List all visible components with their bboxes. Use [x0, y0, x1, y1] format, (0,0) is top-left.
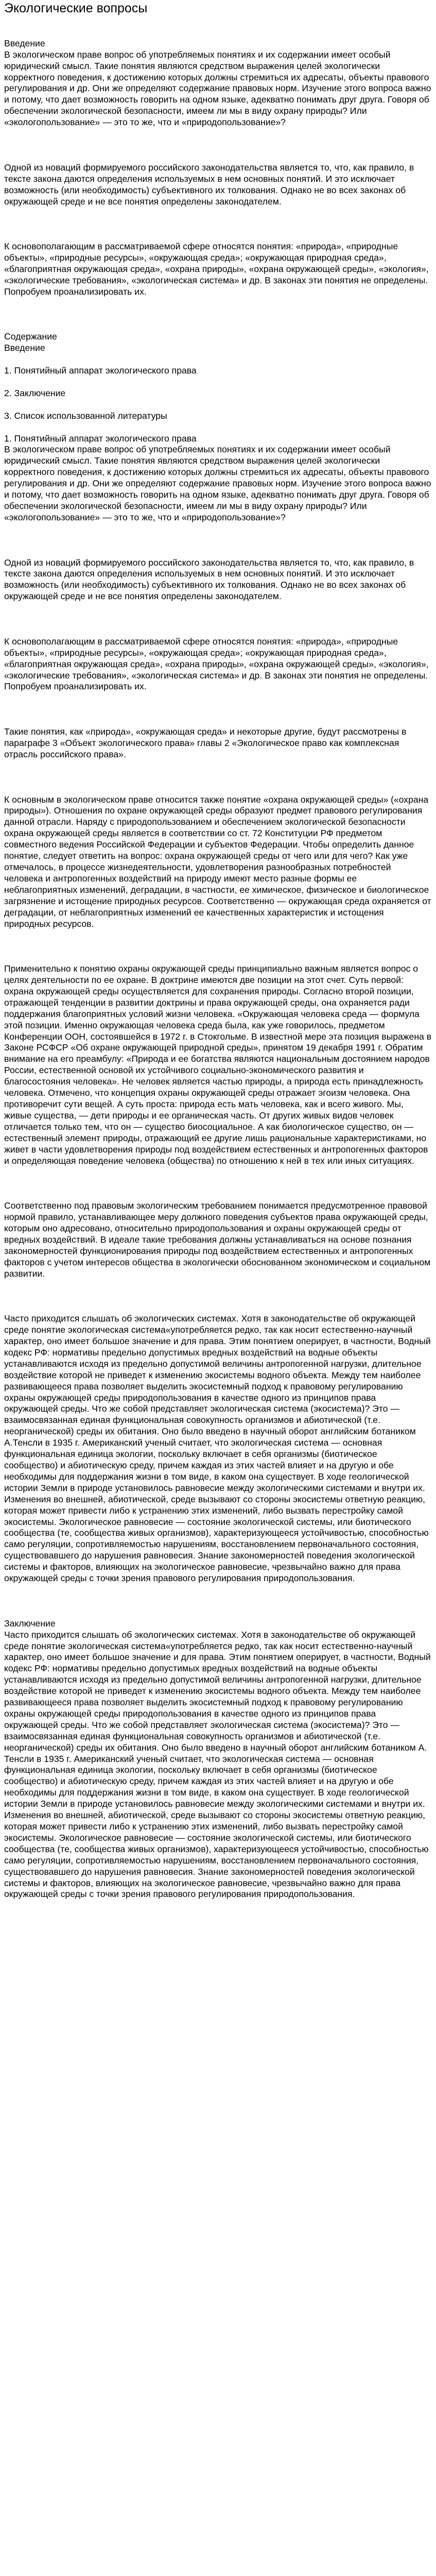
document-body	[4, 15, 432, 1923]
paragraph-environmental-protection: К основным в экологическом праве относится также понятие «охрана окружающей среды» («охрана природы»). Отношения по охране окружающей среды образуют предмет правового регулирования данной отрасли. Наряду с природопользованием и обеспечением экологической безопасности охрана окружающей среды является в соответствии со ст. 72 Конституции РФ предметом совместного ведения Российской Федерации и субъектов Федерации. Чтобы определить данное понятие, следует ответить на вопрос: охрана окружающей среды от чего или для чего? Как уже отмечалось, в процессе жизнедеятельности, удовлетворения разнообразных потребностей человека и антропогенных воздействий на природу имеют место разные формы ее неблагоприятных изменений, деградации, в частности, ее химическое, физическое и биологическое загрязнение и истощение природных ресурсов. Соответственно — окружающая среда охраняется от деградации, от неблагоприятных изменений ее качественных характеристик и истощения природных ресурсов.	[4, 794, 434, 929]
paragraph-introduction: Введение В экологическом праве вопрос об употребляемых понятиях и их содержании имеет особый юридический смысл. Такие понятия являются средством выражения целей экологически корректного поведения, к достижению которых должны стремиться их адресаты, объекты правового регулирования и др. Они же определяют содержание правовых норм. Изучение этого вопроса важно и потому, что дает возможность говорить на одном языке, адекватно понимать друг друга. Говоря об обеспечении экологической безопасности, имеем ли мы в виду охрану природы? Или «экологопользование» — это то же, что и «природопользование»?	[4, 38, 431, 128]
paragraph-ecological-systems: Часто приходится слышать об экологических системах. Хотя в законодательстве об окружающей среде понятие экологическая система«употребляется редко, так как носит естественно-научный характер, оно имеет большое значение и для права. Этим понятием оперирует, в частности, Водный кодекс РФ: нормативы предельно допустимых вредных воздействий на водные объекты устанавливаются исходя из предельно допустимой величины антропогенной нагрузки, длительное воздействие которой не приведет к изменению экосистемы водного объекта. Между тем наиболее развивающееся права позволяет выделить экосистемный подход к правовому регулированию охраны окружающей среды природопользования в качестве одного из принципов права окружающей среды. Что же собой представляет экологическая система (экосистема)? Это — взаимосвязанная единая функциональная совокупность организмов и абиотической (т.е. неорганической) среды их обитания. Оно было введено в научный оборот английским ботаником А.Тенсли в 1935 г. Американский ученый считает, что экологическая система — основная функциональная единица экологии, поскольку включает в себя организмы (биотическое сообщество) и абиотическую среду, причем каждая из этих частей влияет и на другую и обе необходимы для поддержания жизни в том виде, в каком она существует. В ходе геологической истории Земли в природе установилось равновесие между экологическими системами и внутри их. Изменения во внешней, абиотической, среде вызывают со стороны экосистемы ответную реакцию, которая может привести либо к устранению этих изменений, либо вызвать перестройку самой экосистемы. Экологическое равновесие — состояние экологической системы, или биотического сообщества (те, сообщества живых организмов), характеризующееся устойчивостью, способностью само регуляции, сопротивляемостью нарушениям, восстановлением первоначального состояния, существовавшего до нарушения равновесия. Знание закономерностей поведения экологической системы и факторов, влияющих на экологическое равновесие, чрезвычайно важно для права окружающей среды с точки зрения правового регулирования природопользования.	[4, 1313, 433, 1584]
paragraph-novation: Одной из новаций формируемого российского законодательства является то, что, как правило, в тексте закона даются определения используемых в нем основных понятий. И это исключает возможность (или необходимость) субъективного их толкования. Однако не во всех законах об окружающей среде и не все понятия определены законодателем.	[4, 162, 417, 207]
paragraph-novation-repeat: Одной из новаций формируемого российского законодательства является то, что, как правило, в тексте закона даются определения используемых в нем основных понятий. И это исключает возможность (или необходимость) субъективного их толкования. Однако не во всех законах об окружающей среде и не все понятия определены законодателем.	[4, 557, 417, 602]
page-title: Экологические вопросы	[4, 1, 148, 15]
paragraph-basic-concepts: К основополагающим в рассматриваемой сфере относятся понятия: «природа», «природные объекты», «природные ресурсы», «окружающая среда»; «окружающая природная среда», «благоприятная окружающая среда», «охрана природы», «охрана окружающей среды», «экология», «экологические требования», «экологическая система» и др. В законах эти понятия не определены. Попробуем проанализировать их.	[4, 241, 431, 297]
paragraph-protection-goals: Применительно к понятию охраны окружающей среды принципиально важным является вопрос о целях деятельности по ее охране. В доктрине имеются две позиции на этот счет. Суть первой: охрана окружающей среды осуществляется для сохранения природы. Согласно второй позиции, отражающей тенденции в развитии доктрины и права окружающей среды, она охраняется ради поддержания благоприятных условий жизни человека. «Окружающая человека среда — формула этой позиции. Именно окружающая человека среда была, как уже говорилось, предметом Конференции ООН, состоявшейся в 1972 г. в Стокгольме. В известной мере эта позиция выражена в Законе РСФСР «Об охране окружающей природной среды», принятом 19 декабря 1991 г. Обратим внимание на его преамбулу: «Природа и ее богатства являются национальным достоянием народов России, естественной основой их устойчивого социально-экономического развития и благосостояния человека». Не человек является частью природы, а природа есть принадлежность человека. Отмечено, что концепция охраны окружающей среды отражает эгоизм человека. Она противоречит сути вещей. А суть проста: природа есть мать человека, как и всего живого. Мы, живые существа, — дети природы и ее органическая часть. От других живых видов человек отличается только тем, что он — существо биосоциальное. А как биологическое существо, он — естественный элемент природы, отражающий ее другие лишь рациональные характеристиками, но живет в части удовлетворения природы под воздействием естественных и антропогенных факторов и определяющая поведение человека (общества) по отношению к ней в тех или иных ситуациях.	[4, 963, 434, 1166]
paragraph-contents-and-section-1: Содержание Введение 1. Понятийный аппарат экологического права 2. Заключение 3. Список использованной литературы 1. Понятийный аппарат экологического права В экологическом праве вопрос об употребляемых понятиях и их содержании имеет особый юридический смысл. Такие понятия являются средством выражения целей экологически корректного поведения, к достижению которых должны стремиться их адресаты, объекты правового регулирования и др. Они же определяют содержание правовых норм. Изучение этого вопроса важно и потому, что дает возможность говорить на одном языке, адекватно понимать друг друга. Говоря об обеспечении экологической безопасности, имеем ли мы в виду охрану природы? Или «экологопользование» — это то же, что и «природопользование»?	[4, 331, 431, 522]
paragraph-nature-environment: Такие понятия, как «природа», «окружающая среда» и некоторые другие, будут рассмотрены в параграфе 3 «Объект экологического права» главы 2 «Экологическое право как комплексная отрасль российского права».	[4, 726, 409, 759]
paragraph-basic-concepts-repeat: К основополагающим в рассматриваемой сфере относятся понятия: «природа», «природные объекты», «природные ресурсы», «окружающая среда»; «окружающая природная среда», «благоприятная окружающая среда», «охрана природы», «охрана окружающей среды», «экология», «экологические требования», «экологическая система» и др. В законах эти понятия не определены. Попробуем проанализировать их.	[4, 636, 431, 692]
paragraph-ecological-requirements: Соответственно под правовым экологическим требованием понимается предусмотренное правовой нормой правило, устанавливающее меру должного поведения субъектов права окружающей среды, которым оно адресовано, относительно природопользования и охраны окружающей среды от вредных воздействий. В идеале такие требования должны устанавливаться на основе познания закономерностей функционирования природы под воздействием естественных и антропогенных факторов с учетом интересов общества в экологически обоснованном экономическом и социальном развитии.	[4, 1200, 433, 1279]
paragraph-conclusion: Заключение Часто приходится слышать об экологических системах. Хотя в законодательстве об окружающей среде понятие экологическая система«употребляется редко, так как носит естественно-научный характер, оно имеет большое значение и для права. Этим понятием оперирует, в частности, Водный кодекс РФ: нормативы предельно допустимых вредных воздействий на водные объекты устанавливаются исходя из предельно допустимой величины антропогенной нагрузки, длительное воздействие которой не приведет к изменению экосистемы водного объекта. Между тем наиболее развивающееся права позволяет выделить экосистемный подход к правовому регулированию охраны окружающей среды природопользования в качестве одного из принципов права окружающей среды. Что же собой представляет экологическая система (экосистема)? Это — взаимосвязанная единая функциональная совокупность организмов и абиотической (т.е. неорганической) среды их обитания. Оно было введено в научный оборот английским ботаником А. Тенсли в 1935 г. Американский ученый считает, что экологическая система — основная функциональная единица экологии, поскольку включает в себя организмы (биотическое сообщество) и абиотическую среду, причем каждая из этих частей влияет и на другую и обе необходимы для поддержания жизни в том виде, в каком она существует. В ходе геологической истории Земли в природе установилось равновесие между экологическими системами и внутри их. Изменения во внешней, абиотической, среде вызывают со стороны экосистемы ответную реакцию, которая может привести либо к устранению этих изменений, либо вызвать перестройку самой экосистемы. Экологическое равновесие — состояние экологической системы, или биотического сообщества (те, сообщества живых организмов), характеризующееся устойчивостью, способностью само регуляции, сопротивляемостью нарушениям, восстановлением первоначального состояния, существовавшего до нарушения равновесия. Знание закономерностей поведения экологической системы и факторов, влияющих на экологическое равновесие, чрезвычайно важно для права окружающей среды с точки зрения правового регулирования природопользования.	[4, 1618, 431, 1900]
